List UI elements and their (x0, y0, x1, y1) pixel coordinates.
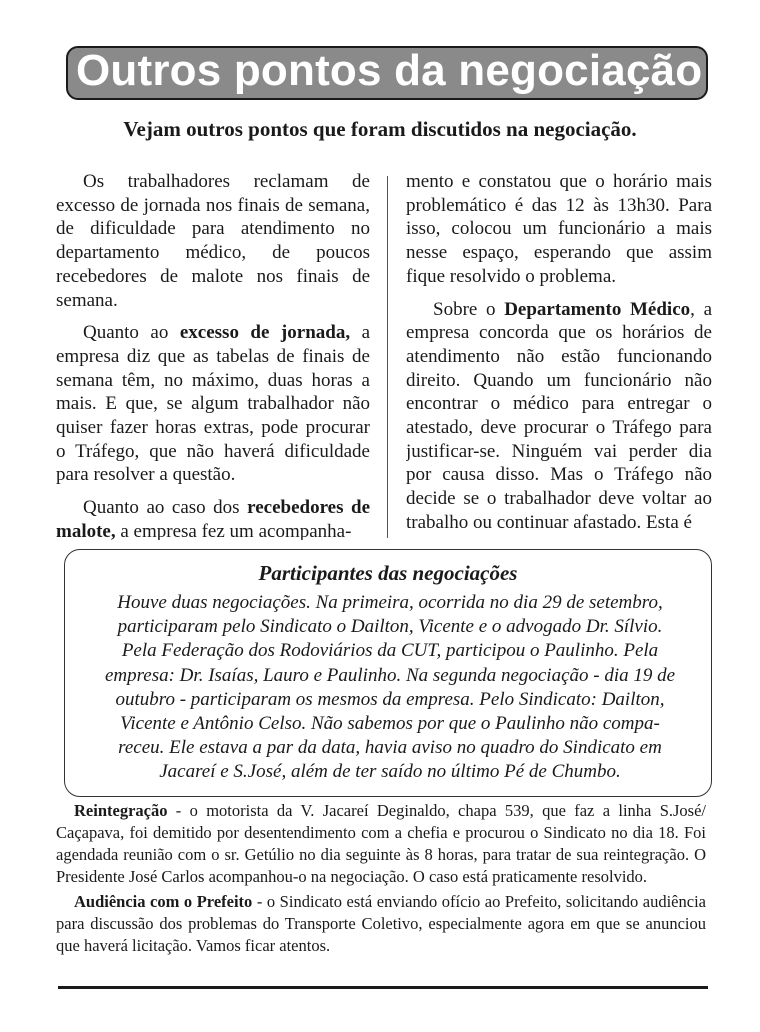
right-paragraph-1: mento e constatou que o horário mais problemático é das 12 às 13h30. Para isso, colocou um funcionário a mais nesse espaço, esperando que assim fique resolvido o problema. (406, 171, 712, 287)
page-title: Outros pontos da negociação (76, 46, 703, 95)
text-run: a empresa fez um acompanha- (115, 520, 352, 540)
text-run: Quanto ao caso dos (83, 497, 248, 519)
note-text: - o motorista da V. Jacareí Deginaldo, chapa 539, que faz a linha S.José/ Caçapava, foi demitido por desentendimento com a chefia e procurou o Sindicato no dia 18. Foi agendada reunião com o sr. Getúlio no dia seguinte às 8 horas, para tratar de sua reintegração. O Presidente José Carlos acompanhou-o na negociação. O caso está praticamente resolvido. (56, 801, 706, 886)
participants-line: Jacareí e S.José, além de ter saído no último Pé de Chumbo. (159, 761, 621, 783)
text-run: Sobre o (433, 298, 505, 320)
bold-term-recebedores: recebedores de malote, (56, 497, 370, 540)
note-heading: Audiência com o Prefeito (74, 892, 253, 911)
participants-line: Houve duas negociações. Na primeira, ocorrida no dia 29 de setembro, (117, 592, 663, 613)
note-audiencia (56, 891, 706, 957)
text-run: , a empresa concorda que os horários de atendimento não estão funcionando direito. Quando um funcionário não encontrar o médico para entregar o atestado, deve procurar o Tráfego para justificar-se. Ninguém vai perder dia por causa disso. Mas o Tráfego não decide se o trabalhador deve voltar ao trabalho ou continuar afastado. Esta é (406, 298, 712, 533)
page-subtitle: Vejam outros pontos que foram discutidos na negociação. (123, 117, 637, 141)
left-paragraph-2 (56, 321, 370, 487)
text-run: a empresa diz que as tabelas de finais de semana têm, no máximo, duas horas a mais. E que, se algum trabalhador não quiser fazer horas extras, pode procurar o Tráfego, que não haverá dificuldade para resolver a questão. (56, 322, 370, 486)
right-paragraph-2 (406, 298, 712, 535)
bottom-notes (56, 800, 706, 960)
participants-line: Vicente e Antônio Celso. Não sabemos por que o Paulinho não compa- (120, 713, 660, 735)
text-run: Quanto ao (83, 322, 180, 344)
left-column (56, 170, 370, 540)
participants-line: outubro - participaram os mesmos da empresa. Pelo Sindicato: Dailton, (115, 688, 665, 710)
participants-line: receu. Ele estava a par da data, havia aviso no quadro do Sindicato em (118, 737, 662, 759)
note-text: - o Sindicato está enviando ofício ao Prefeito, solicitando audiência para discussão dos problemas do Transporte Coletivo, especialmente agora em que se anunciou que haverá licitação. Vamos ficar atentos. (56, 892, 706, 955)
bottom-rule (58, 986, 708, 989)
participants-line: empresa: Dr. Isaías, Lauro e Paulinho. Na segunda negociação - dia 19 de (104, 664, 676, 686)
bold-term-excesso: excesso de jornada, (179, 322, 351, 344)
participants-line: participaram pelo Sindicato o Dailton, Vicente e o advogado Dr. Sílvio. (117, 616, 663, 638)
right-column (406, 170, 712, 540)
note-heading: Reintegração (74, 801, 168, 820)
left-paragraph-1: Os trabalhadores reclamam de excesso de jornada nos finais de semana, de dificuldade para atendimento no departamento médico, de poucos recebedores de malote nos finais de semana. (56, 171, 370, 311)
participants-title: Participantes das negociações (258, 561, 518, 585)
bold-term-departamento: Departamento Médico (504, 298, 691, 320)
left-paragraph-3 (56, 496, 370, 540)
note-reintegracao (56, 800, 706, 888)
participants-line: Pela Federação dos Rodoviários da CUT, participou o Paulinho. Pela (121, 640, 659, 662)
participants-body (88, 591, 692, 785)
column-divider (387, 176, 388, 538)
